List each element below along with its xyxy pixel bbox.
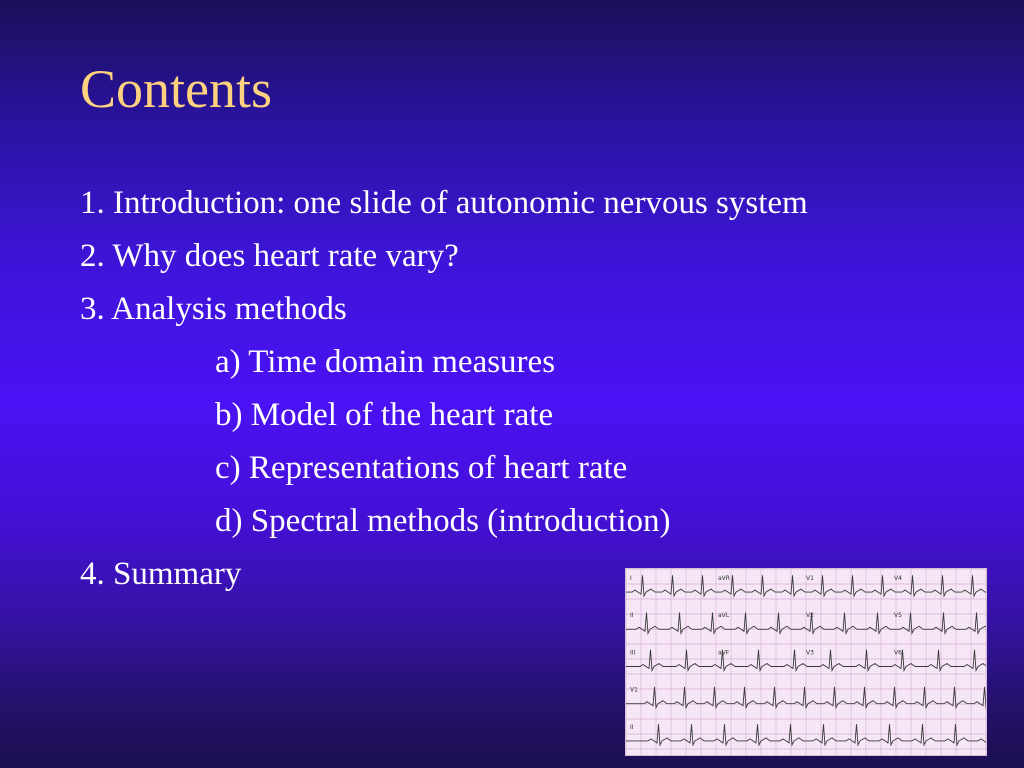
ecg-lead-label: III — [630, 649, 636, 657]
ecg-image — [625, 568, 987, 756]
list-item: 3. Analysis methods — [80, 291, 347, 327]
ecg-lead-label: II — [630, 723, 634, 731]
ecg-lead-label: V5 — [894, 612, 902, 620]
ecg-lead-label: V6 — [894, 649, 902, 657]
ecg-lead-label: aVL — [718, 612, 730, 620]
slide-title: Contents — [80, 59, 273, 119]
list-item: d) Spectral methods (introduction) — [215, 503, 671, 539]
ecg-lead-label: II — [630, 612, 634, 620]
list-item: b) Model of the heart rate — [215, 397, 554, 433]
list-item: 2. Why does heart rate vary? — [80, 238, 459, 274]
ecg-lead-label: V2 — [806, 612, 814, 620]
ecg-lead-label: V4 — [894, 575, 902, 582]
ecg-lead-label: V1 — [806, 575, 814, 582]
list-item: a) Time domain measures — [215, 344, 556, 380]
ecg-lead-label: V3 — [806, 649, 814, 657]
ecg-lead-label: V1 — [630, 686, 638, 694]
list-item: c) Representations of heart rate — [215, 450, 628, 486]
list-item: 4. Summary — [80, 556, 242, 592]
ecg-lead-label: aVF — [718, 649, 730, 657]
ecg-grid — [626, 569, 986, 755]
contents-list — [80, 180, 808, 604]
ecg-lead-label: aVR — [718, 575, 730, 582]
ecg-trace-graphic — [626, 569, 986, 755]
ecg-lead-label: I — [630, 575, 632, 582]
list-item: 1. Introduction: one slide of autonomic nervous system — [80, 185, 808, 221]
